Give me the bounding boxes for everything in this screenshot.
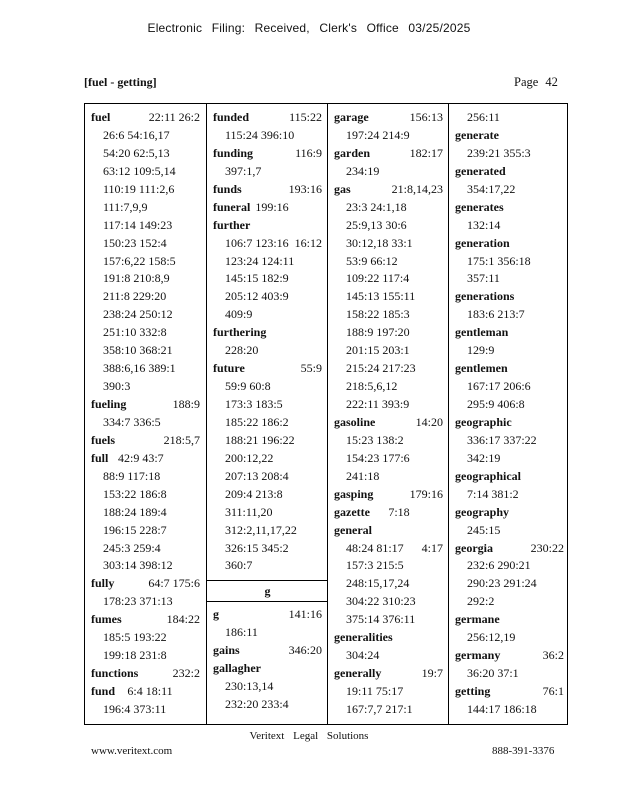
index-entry bbox=[91, 683, 200, 701]
index-entry bbox=[455, 127, 564, 145]
index-continuation: 256:12,19 bbox=[467, 630, 516, 645]
index-continuation: 312:2,11,17,22 bbox=[225, 522, 297, 537]
index-continuation: 53:9 66:12 bbox=[346, 253, 398, 268]
index-entry bbox=[455, 199, 564, 217]
index-continuation: 304:24 bbox=[346, 648, 380, 663]
index-continuation: 23:3 24:1,18 bbox=[346, 199, 407, 214]
index-continuation: 158:22 185:3 bbox=[346, 307, 410, 322]
index-entry bbox=[455, 360, 564, 378]
index-term: future bbox=[213, 361, 245, 376]
index-continuation: 63:12 109:5,14 bbox=[103, 163, 176, 178]
index-term: germany bbox=[455, 648, 501, 663]
index-references: 22:11 26:2 bbox=[148, 110, 200, 124]
index-term: germane bbox=[455, 612, 500, 627]
index-entry bbox=[455, 163, 564, 181]
index-continuation: 188:24 189:4 bbox=[103, 504, 167, 519]
index-continuation: 222:11 393:9 bbox=[346, 397, 410, 411]
index-continuation: 409:9 bbox=[225, 307, 253, 322]
index-continuation: 26:6 54:16,17 bbox=[103, 127, 170, 142]
index-entry bbox=[334, 109, 443, 127]
index-continuation: 230:13,14 bbox=[225, 679, 274, 694]
index-references: 36:2 bbox=[542, 648, 564, 663]
index-continuation: 123:24 124:11 bbox=[225, 253, 295, 268]
index-references: 156:13 bbox=[409, 110, 443, 124]
index-entry bbox=[455, 235, 564, 253]
index-entry bbox=[213, 360, 322, 378]
footer-website: www.veritext.com bbox=[91, 745, 173, 757]
index-references: 4:17 bbox=[421, 540, 443, 555]
index-continuation: 144:17 186:18 bbox=[467, 701, 537, 716]
footer-phone: 888-391-3376 bbox=[492, 745, 555, 757]
index-continuation: 311:11,20 bbox=[225, 504, 273, 519]
index-entry bbox=[91, 575, 200, 593]
index-references: 182:17 bbox=[409, 145, 443, 160]
index-entry bbox=[334, 414, 443, 432]
index-entry bbox=[455, 647, 564, 665]
index-continuation: 303:14 398:12 bbox=[103, 558, 173, 573]
index-continuation: 200:12,22 bbox=[225, 450, 274, 465]
index-continuation: 248:15,17,24 bbox=[346, 576, 410, 591]
index-references: 188:9 bbox=[172, 397, 200, 411]
index-entry bbox=[455, 504, 564, 522]
index-entry bbox=[455, 683, 564, 701]
index-entry bbox=[91, 109, 200, 127]
index-entry bbox=[455, 414, 564, 432]
filing-stamp: Electronic Filing: Received, Clerk's Office 03/25/2025 bbox=[147, 21, 471, 35]
word-index-table bbox=[84, 103, 568, 725]
index-continuation: 245:3 259:4 bbox=[103, 540, 161, 555]
index-continuation: 129:9 bbox=[467, 343, 495, 358]
index-entry bbox=[213, 145, 322, 163]
index-term: fully bbox=[91, 576, 115, 591]
index-continuation: 186:11 bbox=[225, 625, 258, 640]
index-term: generate bbox=[455, 127, 499, 142]
index-references: 115:22 bbox=[289, 110, 322, 124]
index-term: geographic bbox=[455, 414, 512, 429]
index-term: generally bbox=[334, 666, 382, 681]
index-continuation: 205:12 403:9 bbox=[225, 289, 289, 304]
index-continuation: 358:10 368:21 bbox=[103, 343, 173, 358]
index-continuation: 375:14 376:11 bbox=[346, 612, 416, 627]
index-term: funded bbox=[213, 110, 250, 124]
index-continuation: 185:5 193:22 bbox=[103, 630, 167, 645]
index-term: generates bbox=[455, 199, 504, 214]
index-continuation: 211:8 229:20 bbox=[103, 289, 167, 304]
index-continuation: 334:7 336:5 bbox=[103, 414, 161, 429]
index-continuation: 191:8 210:8,9 bbox=[103, 271, 170, 286]
index-term: gasping bbox=[334, 486, 374, 501]
index-continuation: 157:3 215:5 bbox=[346, 558, 404, 573]
index-entry bbox=[455, 468, 564, 486]
index-entry bbox=[213, 109, 322, 127]
index-continuation: 215:24 217:23 bbox=[346, 361, 416, 376]
index-continuation: 117:14 149:23 bbox=[103, 217, 173, 232]
index-entry bbox=[91, 450, 200, 468]
index-continuation: 132:14 bbox=[467, 217, 501, 232]
index-continuation: 234:19 bbox=[346, 163, 380, 178]
index-continuation: 199:18 231:8 bbox=[103, 648, 167, 663]
index-entry bbox=[455, 288, 564, 306]
index-term: gasoline bbox=[334, 414, 376, 429]
index-entry bbox=[213, 606, 322, 624]
index-continuation: 109:22 117:4 bbox=[346, 271, 410, 286]
index-column-3 bbox=[327, 104, 449, 724]
index-term: fuels bbox=[91, 432, 115, 447]
index-continuation: 357:11 bbox=[467, 271, 500, 286]
index-term: further bbox=[213, 217, 251, 232]
index-continuation: 145:15 182:9 bbox=[225, 271, 289, 286]
index-term: fumes bbox=[91, 612, 122, 627]
index-term: fund bbox=[91, 684, 116, 698]
index-continuation: 115:24 396:10 bbox=[225, 127, 295, 142]
index-term: fueling bbox=[91, 397, 127, 411]
index-continuation: 19:11 75:17 bbox=[346, 684, 404, 698]
index-continuation: 15:23 138:2 bbox=[346, 432, 404, 447]
index-entry bbox=[91, 432, 200, 450]
index-term: generalities bbox=[334, 630, 393, 645]
index-references: 76:1 bbox=[542, 684, 564, 698]
index-continuation: 167:7,7 217:1 bbox=[346, 701, 413, 716]
index-continuation: 167:17 206:6 bbox=[467, 379, 531, 394]
index-entry bbox=[213, 642, 322, 660]
index-continuation: 245:15 bbox=[467, 522, 501, 537]
index-entry bbox=[455, 324, 564, 342]
index-entry bbox=[91, 396, 200, 414]
index-entry bbox=[334, 504, 443, 522]
index-continuation: 157:6,22 158:5 bbox=[103, 253, 176, 268]
index-term: funds bbox=[213, 181, 242, 196]
index-range-label: [fuel - getting] bbox=[84, 75, 157, 89]
index-continuation: 30:12,18 33:1 bbox=[346, 235, 413, 250]
index-continuation: 209:4 213:8 bbox=[225, 486, 283, 501]
index-continuation: 354:17,22 bbox=[467, 181, 516, 196]
index-term: fuel bbox=[91, 110, 111, 124]
index-entry bbox=[213, 199, 322, 217]
index-continuation: 397:1,7 bbox=[225, 163, 262, 178]
index-term: gazette bbox=[334, 504, 370, 519]
index-continuation: 197:24 214:9 bbox=[346, 127, 410, 142]
index-continuation: 110:19 111:2,6 bbox=[103, 181, 175, 196]
index-term: furthering bbox=[213, 325, 267, 340]
index-references: 19:7 bbox=[421, 666, 443, 681]
index-continuation: 201:15 203:1 bbox=[346, 343, 410, 358]
index-entry bbox=[213, 181, 322, 199]
index-entry bbox=[334, 486, 443, 504]
index-term: functions bbox=[91, 666, 139, 681]
index-references: 218:5,7 bbox=[163, 432, 200, 447]
index-term: gains bbox=[213, 643, 240, 658]
index-entry bbox=[334, 181, 443, 199]
index-term: georgia bbox=[455, 540, 493, 555]
index-continuation: 326:15 345:2 bbox=[225, 540, 289, 555]
index-entry bbox=[213, 324, 322, 342]
index-continuation: 59:9 60:8 bbox=[225, 379, 271, 394]
index-references: 116:9 bbox=[295, 145, 322, 160]
index-references: 64:7 175:6 bbox=[148, 576, 200, 591]
index-term: general bbox=[334, 522, 372, 537]
index-references: 14:20 bbox=[415, 414, 443, 429]
page-number: Page 42 bbox=[514, 75, 558, 89]
index-continuation: 185:22 186:2 bbox=[225, 414, 289, 429]
index-term: funding bbox=[213, 145, 254, 160]
index-continuation: 188:9 197:20 bbox=[346, 325, 410, 340]
index-references: 184:22 bbox=[166, 612, 200, 627]
index-term: funeral bbox=[213, 199, 251, 214]
index-continuation: 239:21 355:3 bbox=[467, 145, 531, 160]
index-references: 230:22 bbox=[530, 540, 564, 555]
index-continuation: 390:3 bbox=[103, 379, 131, 394]
index-continuation: 150:23 152:4 bbox=[103, 235, 167, 250]
index-references: 199:16 bbox=[255, 199, 289, 214]
index-continuation: 304:22 310:23 bbox=[346, 594, 416, 609]
index-term: garden bbox=[334, 145, 370, 160]
index-entry bbox=[334, 145, 443, 163]
index-continuation: 145:13 155:11 bbox=[346, 289, 416, 304]
index-continuation: 388:6,16 389:1 bbox=[103, 361, 176, 376]
index-continuation: 7:14 381:2 bbox=[467, 486, 519, 501]
index-column-2 bbox=[206, 104, 328, 724]
index-continuation: 54:20 62:5,13 bbox=[103, 145, 170, 160]
index-continuation: 336:17 337:22 bbox=[467, 432, 537, 447]
index-continuation: 154:23 177:6 bbox=[346, 450, 410, 465]
index-continuation: 88:9 117:18 bbox=[103, 468, 161, 483]
index-entry bbox=[91, 665, 200, 683]
index-continuation: 256:11 bbox=[467, 110, 500, 124]
index-continuation: 173:3 183:5 bbox=[225, 397, 283, 411]
index-references: 179:16 bbox=[409, 486, 443, 501]
index-continuation: 188:21 196:22 bbox=[225, 432, 295, 447]
index-term: generations bbox=[455, 289, 515, 304]
index-term: gallagher bbox=[213, 661, 261, 676]
index-entry bbox=[334, 629, 443, 647]
index-references: 21:8,14,23 bbox=[391, 181, 443, 196]
index-continuation: 232:6 290:21 bbox=[467, 558, 531, 573]
index-continuation: 25:9,13 30:6 bbox=[346, 217, 407, 232]
index-continuation: 241:18 bbox=[346, 468, 380, 483]
index-references: 7:18 bbox=[388, 504, 410, 519]
index-term: generated bbox=[455, 163, 506, 178]
index-continuation: 36:20 37:1 bbox=[467, 666, 519, 681]
index-continuation: 196:4 373:11 bbox=[103, 701, 167, 716]
index-continuation: 342:19 bbox=[467, 450, 501, 465]
index-continuation: 196:15 228:7 bbox=[103, 522, 167, 537]
index-column-4 bbox=[448, 104, 570, 724]
index-term: gentleman bbox=[455, 325, 509, 340]
index-references: 141:16 bbox=[288, 607, 322, 622]
index-continuation: 111:7,9,9 bbox=[103, 199, 148, 214]
index-term: g bbox=[213, 607, 219, 622]
index-continuation: 251:10 332:8 bbox=[103, 325, 167, 340]
index-continuation: 106:7 123:16 bbox=[225, 235, 289, 250]
index-references: 6:4 18:11 bbox=[127, 684, 173, 698]
index-references: 346:20 bbox=[288, 643, 322, 658]
index-entry bbox=[455, 611, 564, 629]
index-references: 42:9 43:7 bbox=[117, 450, 164, 465]
index-term: geography bbox=[455, 504, 509, 519]
index-term: gas bbox=[334, 181, 351, 196]
index-term: garage bbox=[334, 110, 369, 124]
index-term: generation bbox=[455, 235, 510, 250]
footer-company: Veritext Legal Solutions bbox=[249, 730, 369, 742]
index-continuation: 48:24 81:17 bbox=[346, 540, 404, 555]
index-references: 55:9 bbox=[300, 361, 322, 376]
index-entry bbox=[455, 540, 564, 558]
index-continuation: 292:2 bbox=[467, 594, 495, 609]
index-continuation: 232:20 233:4 bbox=[225, 697, 289, 712]
index-continuation: 218:5,6,12 bbox=[346, 379, 398, 394]
index-continuation: 238:24 250:12 bbox=[103, 307, 173, 322]
index-continuation: 360:7 bbox=[225, 558, 253, 573]
index-term: geographical bbox=[455, 468, 521, 483]
index-continuation: 295:9 406:8 bbox=[467, 397, 525, 411]
index-continuation: 228:20 bbox=[225, 343, 259, 358]
index-term: gentlemen bbox=[455, 361, 508, 376]
index-term: full bbox=[91, 450, 109, 465]
index-term: getting bbox=[455, 684, 491, 698]
index-continuation: 183:6 213:7 bbox=[467, 307, 525, 322]
index-continuation: 290:23 291:24 bbox=[467, 576, 537, 591]
index-entry bbox=[334, 665, 443, 683]
index-continuation: 153:22 186:8 bbox=[103, 486, 167, 501]
index-continuation: 175:1 356:18 bbox=[467, 253, 531, 268]
index-continuation: 178:23 371:13 bbox=[103, 594, 173, 609]
index-entry bbox=[213, 660, 322, 678]
index-references: 16:12 bbox=[294, 235, 322, 250]
index-references: 193:16 bbox=[288, 181, 322, 196]
index-references: 232:2 bbox=[172, 666, 200, 681]
index-entry bbox=[91, 611, 200, 629]
section-letter-g: g bbox=[207, 580, 328, 602]
index-continuation: 207:13 208:4 bbox=[225, 468, 289, 483]
index-column-1 bbox=[85, 104, 206, 724]
